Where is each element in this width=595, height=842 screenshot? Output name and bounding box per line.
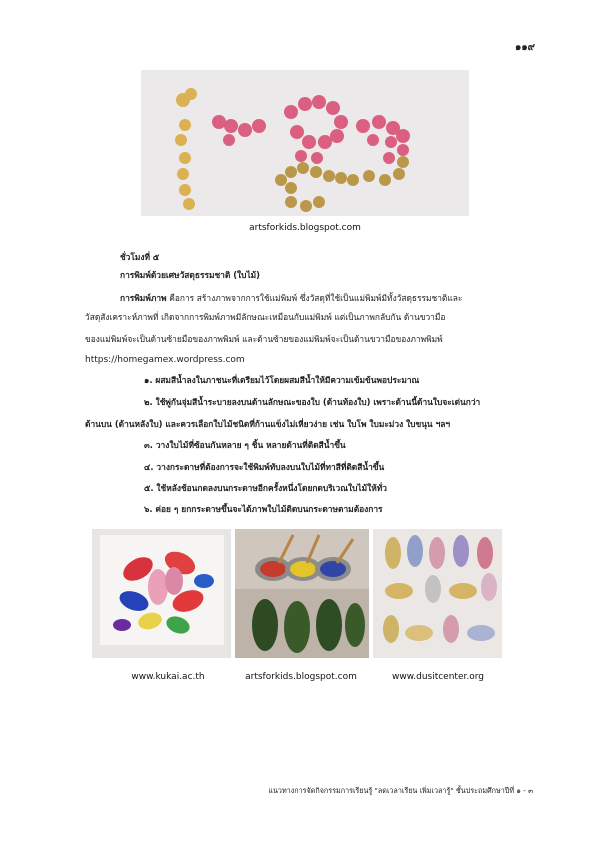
paint-bowls-image — [235, 529, 369, 658]
activity-subheading: การพิมพ์ด้วยเศษวัสดุธรรมชาติ (ใบไม้) — [120, 270, 260, 280]
gallery-photo-leaf-print-flower — [92, 529, 231, 658]
gallery-photo-leaf-prints — [373, 529, 502, 658]
top-photo-caption: artsforkids.blogspot.com — [249, 223, 361, 233]
step-3: ๓. วางใบไม้ที่ซ้อนกันหลาย ๆ ชิ้น หลายด้านที่ติดสีน้ำขึ้น — [144, 440, 346, 450]
step-2-continued: ด้านบน (ด้านหลังใบ) และควรเลือกใบไม้ชนิดที่ก้านแข็งไม่เหี่ยวง่าย เช่น ใบโพ ใบมะม่วง ใบขนุน ฯลฯ — [85, 419, 451, 429]
paragraph-term: การพิมพ์ภาพ — [120, 293, 167, 303]
top-photo — [141, 70, 469, 216]
leaf-print-flower-image — [92, 529, 231, 658]
page-number: ๑๑๙ — [514, 42, 535, 53]
paragraph-line-2: วัสดุสังเคราะห์ภาพที่ เกิดจากการพิมพ์ภาพมีลักษณะเหมือนกับแม่พิมพ์ แต่เป็นภาพกลับกัน ด้านขวามือ — [85, 312, 446, 322]
source-link[interactable]: https://homegamex.wordpress.com — [85, 355, 245, 365]
activity-heading: ชั่วโมงที่ ๕ — [120, 252, 160, 262]
paragraph-text: คือการ สร้างภาพจากการใช้แม่พิมพ์ ซึ่งวัสดุที่ใช้เป็นแม่พิมพ์มีทั้งวัสดุธรรมชาติและ — [166, 293, 463, 303]
gallery-caption-1: www.kukai.ac.th — [131, 672, 205, 682]
step-1: ๑. ผสมสีน้ำลงในภาชนะที่เตรียมไว้โดยผสมสีน้ำให้มีความเข้มข้นพอประมาณ — [144, 375, 420, 385]
gallery-photo-paint-bowls — [235, 529, 369, 658]
step-5: ๕. ใช้หลังช้อนกดลงบนกระดาษอีกครั้งหนึ่งโดยกดบริเวณใบไม้ให้ทั่ว — [144, 483, 387, 493]
fingerprint-art-image — [141, 70, 469, 216]
step-6: ๖. ค่อย ๆ ยกกระดาษขึ้นจะได้ภาพใบไม้ติดบนกระดาษตามต้องการ — [144, 504, 383, 514]
step-2: ๒. ใช้พู่กันจุ่มสีน้ำระบายลงบนด้านลักษณะของใบ (ด้านท้องใบ) เพราะด้านนี้ด้านใบจะเด่นกว่า — [144, 397, 481, 407]
paragraph-line-3: ของแม่พิมพ์จะเป็นด้านซ้ายมือของภาพพิมพ์ และด้านซ้ายของแม่พิมพ์จะเป็นด้านขวามือของภาพพิมพ์ — [85, 334, 443, 344]
leaf-prints-image — [373, 529, 502, 658]
paragraph-line-1 — [120, 291, 540, 306]
gallery-caption-3: www.dusitcenter.org — [391, 672, 484, 682]
page-footer: แนวทางการจัดกิจกรรมการเรียนรู้ "ลดเวลาเรียน เพิ่มเวลารู้" ชั้นประถมศึกษาปีที่ ๑ - ๓ — [268, 786, 533, 795]
gallery-caption-2: artsforkids.blogspot.com — [245, 672, 357, 682]
step-4: ๔. วางกระดาษที่ต้องการจะใช้พิมพ์ทับลงบนใบไม้ที่ทาสีที่ติดสีน้ำขึ้น — [144, 462, 385, 472]
